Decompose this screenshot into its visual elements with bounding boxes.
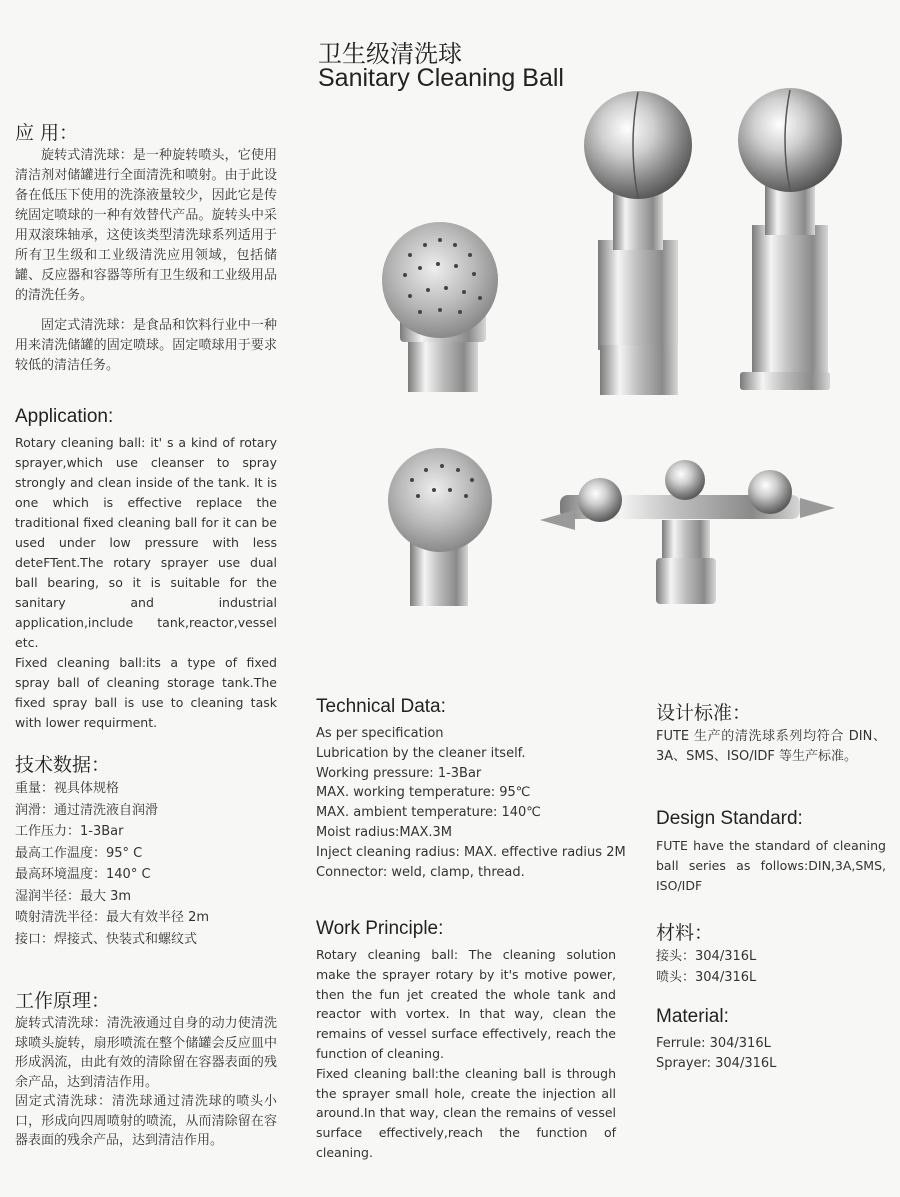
principle-en-p2: Fixed cleaning ball:the cleaning ball is through the sprayer small hole, create the injection all around.In that way, clean the remains of vessel surface effectively,reach the function of cleaning. [316,1065,616,1160]
tech-cn-item: 湿润半径：最大 3m [15,888,132,904]
principle-cn-heading: 工作原理： [15,990,111,1012]
application-en-p2: Fixed cleaning ball:its a type of fixed spray ball of cleaning storage tank.The fixed spray ball is use to cleaning task with lower requirment. [15,655,277,730]
tech-cn-item: 最高工作温度：95° C [15,845,143,861]
fixed-spray-ball-image [388,448,492,606]
principle-en-body [316,945,616,1163]
tech-en-item: MAX. working temperature: 95℃ [316,785,531,801]
tech-en-item: MAX. ambient temperature: 140℃ [316,805,541,821]
tech-cn-heading: 技术数据： [15,754,111,776]
design-cn-text: FUTE 生产的清洗球系列均符合 DIN、3A、SMS、ISO/IDF 等生产标准。 [656,729,886,764]
application-cn-p1: 旋转式清洗球：是一种旋转喷头，它使用清洁剂对储罐进行全面清洗和喷射。由于此设备在低压下使用的洗涤液量较少，因此它是传统固定喷球的一种有效替代产品。旋转头中采用双滚珠轴承，这使该类型清洗球系列适用于所有卫生级和工业级清洗应用领域，包括储罐、反应器和容器等所有卫生级和工业级用品的清洗任务。 [15,148,277,303]
material-en-heading: Material: [656,1006,729,1027]
tech-cn-item: 润滑：通过清洗液自润滑 [15,802,159,818]
polished-rotary-ball-clamp-image [738,88,842,390]
design-cn-heading: 设计标准： [656,702,752,724]
tech-cn-item: 最高环境温度：140° C [15,867,151,882]
tech-en-item: Working pressure: 1-3Bar [316,765,482,781]
rotary-jet-head-image [540,460,835,604]
tech-en-list [316,724,626,882]
material-en-item: Sprayer: 304/316L [656,1056,777,1071]
tech-en-item: Connector: weld, clamp, thread. [316,864,525,880]
material-en-item: Ferrule: 304/316L [656,1036,771,1051]
material-cn-item: 喷头：304/316L [656,970,757,985]
tech-en-item: Moist radius:MAX.3M [316,824,452,840]
application-cn-heading: 应 用： [15,122,79,144]
tech-cn-item: 重量：视具体规格 [15,781,120,796]
page-title-en: Sanitary Cleaning Ball [318,64,564,92]
principle-en-heading: Work Principle: [316,918,444,939]
tech-cn-item: 喷射清洗半径：最大有效半径 2m [15,910,210,925]
principle-cn-p1: 旋转式清洗球：清洗液通过自身的动力使清洗球喷头旋转，扇形喷流在整个储罐会反应皿中形成涡流，由此有效的清除留在容器表面的残余产品，达到清洁作用。 [15,1016,277,1090]
tech-cn-list [15,778,277,950]
tech-cn-item: 工作压力：1-3Bar [15,824,124,839]
application-en-heading: Application: [15,406,114,427]
polished-rotary-ball-image [584,91,692,395]
tech-en-item: Inject cleaning radius: MAX. effective radius 2M [316,844,626,860]
application-cn-p2: 固定式清洗球：是食品和饮料行业中一种用来清洗储罐的固定喷球。固定喷球用于要求较低的清洁任务。 [15,318,277,373]
principle-en-p1: Rotary cleaning ball: The cleaning solution make the sprayer rotary by it's motive power, then the fun jet created the whole tank and reactor with vortex. In that way, clean the remains of vessel surface effectively, reach the function of cleaning. [316,947,616,1061]
design-en-heading: Design Standard: [656,808,803,829]
application-en-p1: Rotary cleaning ball: it' s a kind of rotary sprayer,which use cleanser to spray strongly and clean inside of the tank. It is one which is effective replace the traditional fixed cleaning ball for it can be used under low pressure with less deteFTent.The rotary sprayer use dual ball bearing, so it is suitable for the sanitary and industrial application,include tank,reactor,vessel etc. [15,435,277,650]
principle-cn-body [15,1014,277,1151]
tech-en-item: As per specification [316,726,444,741]
page-title-cn: 卫生级清洗球 [318,40,462,68]
tech-cn-item: 接口：焊接式、快装式和螺纹式 [15,931,198,947]
material-en-list [656,1034,886,1074]
material-cn-item: 接头：304/316L [656,949,757,964]
tech-en-heading: Technical Data: [316,696,446,717]
material-cn-heading: 材料： [656,922,714,944]
rotary-spray-ball-image [382,222,498,392]
principle-cn-p2: 固定式清洗球：清洗球通过清洗球的喷头小口，形成向四周喷射的喷流，从而清除留在容器表面的残余产品，达到清洁作用。 [15,1094,277,1148]
material-cn-list [656,946,886,988]
design-en-text: FUTE have the standard of cleaning ball series as follows:DIN,3A,SMS, ISO/IDF [656,838,886,893]
tech-en-item: Lubrication by the cleaner itself. [316,745,526,761]
